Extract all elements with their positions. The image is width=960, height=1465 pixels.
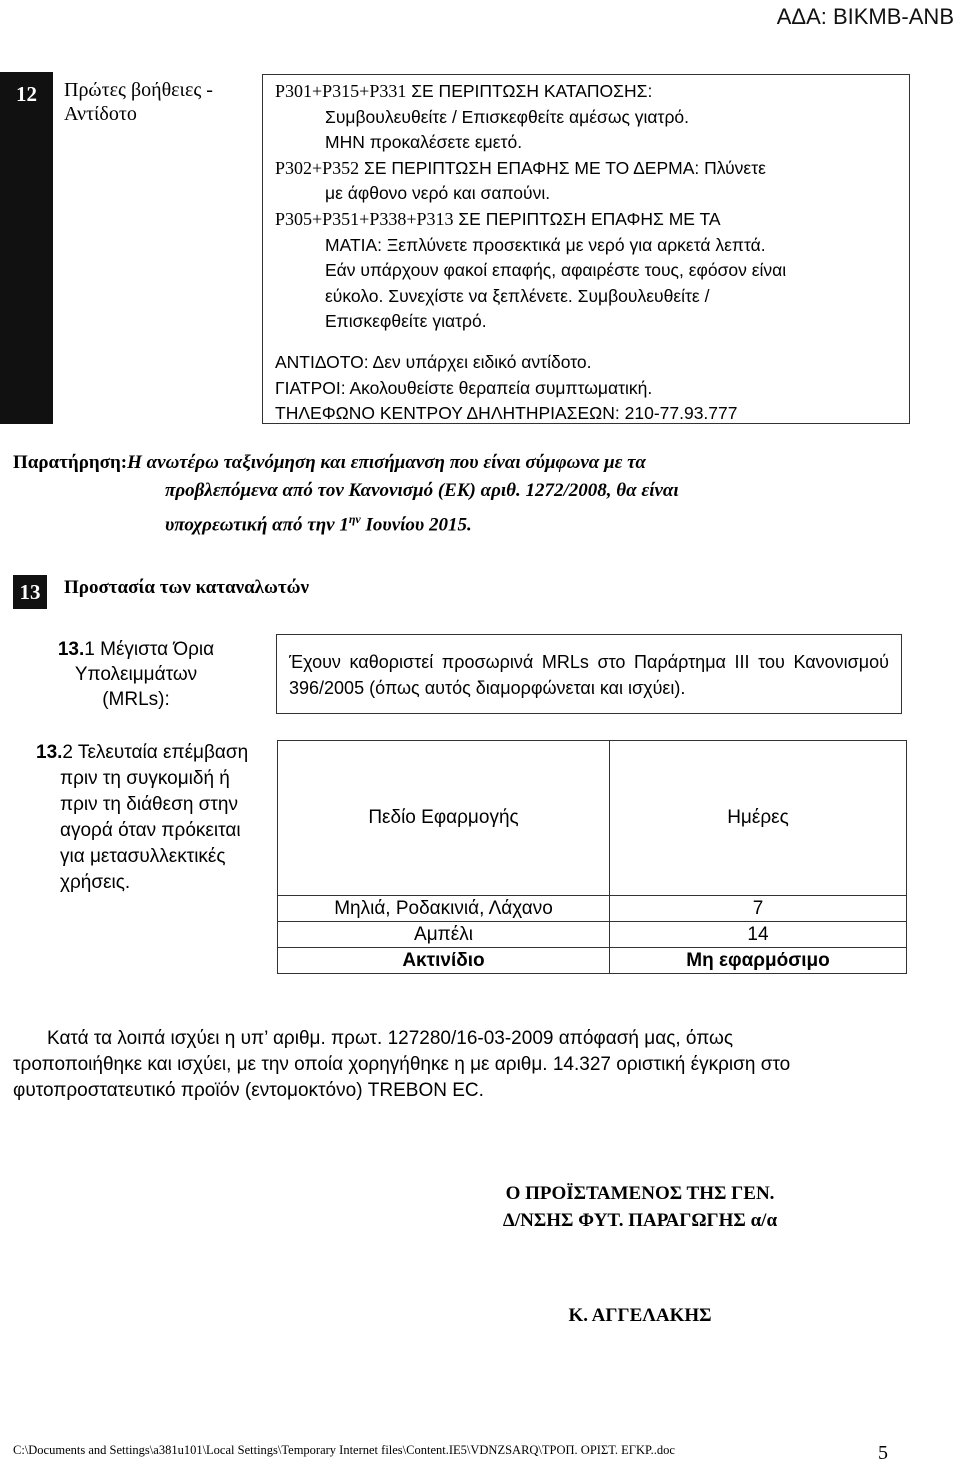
note-label: Παρατήρηση: <box>13 452 128 473</box>
table-row <box>278 896 907 922</box>
mrl-label: 13.1 Μέγιστα Όρια Υπολειμμάτων (MRLs): <box>57 639 215 710</box>
signatory-name: Κ. ΑΓΓΕΛΑΚΗΣ <box>568 1305 712 1326</box>
first-aid-line: P302+P352 ΣΕ ΠΕΡΙΠΤΩΣΗ ΕΠΑΦΗΣ ΜΕ ΤΟ ΔΕΡΜΑ: Πλύνετε <box>275 157 766 178</box>
section-13-title: Προστασία των καταναλωτών <box>64 577 310 598</box>
antidote-line: ΑΝΤΙΔΟΤΟ: Δεν υπάρχει ειδικό αντίδοτο. <box>275 351 592 372</box>
first-aid-line: με άφθονο νερό και σαπούνι. <box>325 183 551 204</box>
first-aid-line: P301+P315+P331 ΣΕ ΠΕΡΙΠΤΩΣΗ ΚΑΤΑΠΟΣΗΣ: <box>275 81 653 101</box>
phi-label-line: χρήσεις. <box>60 872 131 893</box>
phi-label-line: για μετασυλλεκτικές <box>60 846 226 867</box>
mrl-text-box: Έχουν καθοριστεί προσωρινά MRLs στο Παράρτημα ΙΙΙ του Κανονισμού 396/2005 (όπως αυτός διαμορφώνεται και ισχύει). <box>276 634 902 714</box>
closing-paragraph: Κατά τα λοιπά ισχύει η υπ’ αριθμ. πρωτ. 127280/16-03-2009 απόφασή μας, όπως τροποποιήθηκε και ισχύει, με την οποία χορηγήθηκε η με αριθμ. 14.327 οριστική έγκριση στο φυτοπροστατευτικό προϊόν (εντομοκτόνο) TREBON EC. <box>13 1028 791 1101</box>
footer-file-path: C:\Documents and Settings\a381u101\Local Settings\Temporary Internet files\Content.IE5\VDNZSARQ\ΤΡΟΠ. ΟΡΙΣΤ. ΕΓΚΡ..doc <box>13 1443 675 1457</box>
first-aid-line: ΜΑΤΙΑ: Ξεπλύνετε προσεκτικά με νερό για αρκετά λεπτά. <box>325 234 766 255</box>
phi-label-line: αγορά όταν πρόκειται <box>60 820 241 841</box>
first-aid-line: εύκολο. Συνεχίστε να ξεπλένετε. Συμβουλευθείτε / <box>325 285 710 306</box>
days-cell: Μη εφαρμόσιμο <box>610 948 907 974</box>
crop-cell: Μηλιά, Ροδακινιά, Λάχανο <box>278 896 610 922</box>
classification-note: Παρατήρηση: Η ανωτέρω ταξινόμηση και επισήμανση που είναι σύμφωνα με τα προβλεπόμενα από τον Κανονισμό (ΕΚ) αριθ. 1272/2008, θα είναι υποχρεωτική από την $1^{\eta\nu}$ Ιουνίου 2015. <box>13 449 893 539</box>
first-aid-line: Εάν υπάρχουν φακοί επαφής, αφαιρέστε τους, εφόσον είναι <box>325 260 787 281</box>
header-scope: Πεδίο Εφαρμογής <box>278 741 610 896</box>
page-number: 5 <box>878 1442 888 1464</box>
poison-center-phone: ΤΗΛΕΦΩΝΟ ΚΕΝΤΡΟΥ ΔΗΛΗΤΗΡΙΑΣΕΩΝ: 210-77.93.777 <box>275 403 738 424</box>
first-aid-line: ΜΗΝ προκαλέσετε εμετό. <box>325 132 523 153</box>
header-days: Ημέρες <box>610 741 907 896</box>
phi-label-line: πριν τη διάθεση στην <box>60 794 238 815</box>
section-12-number: 12 <box>0 72 53 424</box>
first-aid-box <box>262 74 910 424</box>
days-cell: 14 <box>610 922 907 948</box>
doctors-line: ΓΙΑΤΡΟΙ: Ακολουθείστε θεραπεία συμπτωματική. <box>275 377 653 398</box>
crop-cell: Ακτινίδιο <box>278 948 610 974</box>
first-aid-line: Επισκεφθείτε γιατρό. <box>325 311 487 332</box>
first-aid-lines <box>275 79 897 335</box>
crop-cell: Αμπέλι <box>278 922 610 948</box>
pre-harvest-interval-table <box>277 740 907 974</box>
first-aid-line: Συμβουλευθείτε / Επισκεφθείτε αμέσως γιατρό. <box>325 106 689 127</box>
section-12-title: Πρώτες βοήθειες - Αντίδοτο <box>64 79 213 125</box>
days-cell: 7 <box>610 896 907 922</box>
phi-label: 13.2 Τελευταία επέμβαση πριν τη συγκομιδή ή πριν τη διάθεση στην αγορά όταν πρόκειται για μετασυλλεκτικές χρήσεις. <box>36 740 260 896</box>
section-13-number: 13 <box>13 575 47 609</box>
phi-label-line: πριν τη συγκομιδή ή <box>60 768 230 789</box>
table-row <box>278 948 907 974</box>
ada-code: ΑΔΑ: ΒΙΚΜΒ-ΑΝΒ <box>776 4 954 29</box>
signature-title: Ο ΠΡΟΪΣΤΑΜΕΝΟΣ ΤΗΣ ΓΕΝ. Δ/ΝΣΗΣ ΦΥΤ. ΠΑΡΑΓΩΓΗΣ α/α <box>502 1183 778 1231</box>
table-row <box>278 922 907 948</box>
first-aid-line: P305+P351+P338+P313 ΣΕ ΠΕΡΙΠΤΩΣΗ ΕΠΑΦΗΣ ΜΕ ΤΑ <box>275 208 721 229</box>
